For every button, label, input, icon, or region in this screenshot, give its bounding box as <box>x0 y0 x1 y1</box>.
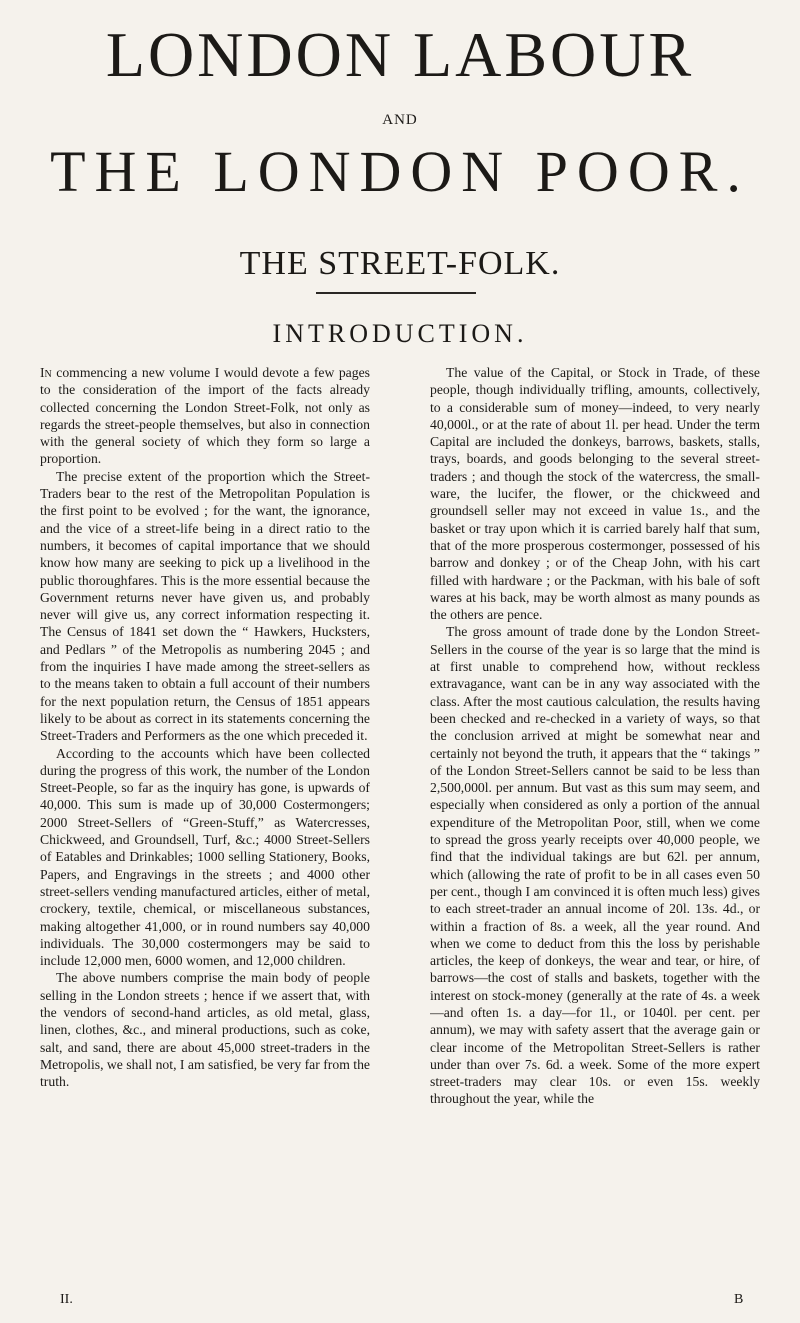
title-divider <box>316 292 476 294</box>
volume-subtitle: THE STREET-FOLK. <box>239 245 561 282</box>
title-conjunction: AND <box>382 112 418 128</box>
paragraph <box>40 364 370 468</box>
left-text-column <box>40 364 370 1289</box>
section-heading: INTRODUCTION. <box>272 319 528 348</box>
signature-letter: B <box>734 1292 744 1307</box>
paragraph: The above numbers comprise the main body of people selling in the London streets ; hence if we assert that, with the vendors of second-hand articles, as old metal, glass, linen, clothes, &c., and mineral productions, such as coke, salt, and sand, there are about 45,000 street-traders in the Metropolis, we shall not, I am satisfied, be very far from the truth. <box>40 970 370 1090</box>
book-title-line-1: LONDON LABOUR <box>105 19 695 90</box>
paragraph: The gross amount of trade done by the London Street-Sellers in the course of the year is so large that the mind is at first unable to comprehend how, without reckless extravagance, want can be in any way associated with the class. After the most cautious calculation, the results having been checked and re-checked in a variety of ways, so that the conclusion arrived at might be somewhat near and certainly not beyond the truth, it appears that the “ takings ” of the London Street-Sellers cannot be said to be less than 2,500,000l. per annum. But vast as this sum may seem, and especially when considered as only a portion of the annual expenditure of the Metropolitan Poor, still, when we come to spread the gross yearly receipts over 40,000 people, we find that the individual takings are but 62l. per annum, which (allowing the rate of profit to be in all cases even 50 per cent., though I am convinced it is often much less) gives to each street-trader an annual income of 20l. 13s. 4d., or within a fraction of 8s. a week, all the year round. And when we come to deduct from this the loss by perishable articles, the keep of donkeys, the wear and tear, or hire, of barrows—the cost of stalls and baskets, together with the interest on stock-money (generally at the rate of 4s. a week—and often 1s. a day—for 1l., or 1040l. per cent. per annum), we may with safety assert that the average gain or clear income of the Metropolitan Street-Sellers is rather under than over 7s. 6d. a week. Some of the more expert street-traders may clear 10s. or even 15s. weekly throughout the year, while the <box>430 624 760 1107</box>
right-text-column <box>430 364 760 1289</box>
paragraph: The precise extent of the proportion which the Street-Traders bear to the rest of the Metropolitan Population is the first point to be evolved ; for the want, the ignorance, and the vice of a street-life being in a direct ratio to the numbers, it becomes of capital importance that we should know how many are seeking to pick up a livelihood in the public thoroughfares. This is the more essential because the Government returns never have given us, and probably never will give us, any correct information respecting it. The Census of 1841 set down the “ Hawkers, Hucksters, and Pedlars ” of the Metropolis as numbering 2045 ; and from the inquiries I have made among the street-sellers as to the means taken to obtain a full account of their numbers for the next population return, the Census of 1851 appears likely to be about as correct in its statements concerning the Street-Traders and Performers as the one which preceded it. <box>40 468 370 744</box>
paragraph-text: commencing a new volume I would devote a few pages to the consideration of the import of the facts already collected concerning the London Street-Folk, not only as regards the street-people themselves, but also in connection with the general society of which they form so large a proportion. <box>40 365 370 467</box>
paragraph: According to the accounts which have been collected during the progress of this work, the number of the London Street-People, so far as the inquiry has gone, is upwards of 40,000. This sum is made up of 30,000 Costermongers; 2000 Street-Sellers of “Green-Stuff,” as Watercresses, Chickweed, and Groundsell, Turf, &c.; 4000 Street-Sellers of Eatables and Drinkables; 1000 selling Stationery, Books, Papers, and Engravings in the streets ; and 4000 other street-sellers vending manufactured articles, either of metal, crockery, textile, chemical, or miscellaneous substances, making altogether 41,000, or in round numbers say 40,000 individuals. The 30,000 costermongers may be said to include 12,000 men, 6000 women, and 12,000 children. <box>40 745 370 969</box>
book-title-line-2: THE LONDON POOR. <box>50 139 750 204</box>
signature-numeral: II. <box>60 1292 73 1307</box>
opening-word: In <box>40 365 52 380</box>
paragraph: The value of the Capital, or Stock in Trade, of these people, though individually trifling, amounts, collectively, to a considerable sum of money—indeed, to very nearly 40,000l., or at the rate of about 1l. per head. Under the term Capital are included the donkeys, barrows, baskets, stalls, trays, boards, and goods belonging to the several street-traders ; and though the stock of the watercress, the small-ware, the lucifer, the flower, or the chickweed and groundsell seller may not exceed in value 1s., and the basket or tray upon which it is carried barely half that sum, that of the more prosperous costermonger, possessed of his barrow and donkey ; or of the Cheap John, with his cart filled with hardware ; or the Packman, with his bale of soft wares at his back, may be worth almost as many pounds as the others are pence. <box>430 365 760 623</box>
